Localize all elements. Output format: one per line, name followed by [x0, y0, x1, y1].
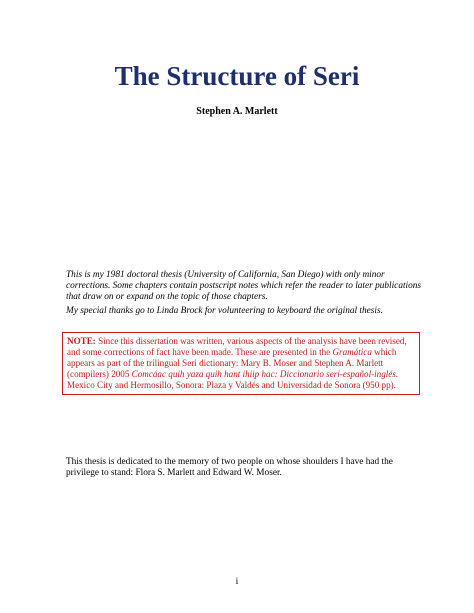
- thanks-paragraph: My special thanks go to Linda Brock for volunteering to keyboard the original thesis.: [66, 306, 383, 316]
- note-text-2: which appears as part of the trilingual Seri dictionary: Mary B. Moser and Stephen A. Marlett (compilers) 2005: [67, 347, 397, 379]
- dedication-paragraph: This thesis is dedicated to the memory of two people on whose shoulders I have had the privilege to stand: Flora S. Marlett and Edward W. Moser.: [66, 457, 393, 479]
- note-text-3: Mexico City and Hermosillo, Sonora: Plaza y Valdés and Universidad de Sonora (950 pp).: [67, 380, 396, 390]
- note-gramatica: Gramática: [332, 347, 372, 357]
- author-name: Stephen A. Marlett: [196, 106, 278, 117]
- note-label: NOTE:: [67, 336, 96, 346]
- note-dictionary-title: Comcáac quih yaza quih hant ihiip hac: Diccionario seri-español-inglés.: [131, 369, 399, 379]
- page-number: i: [235, 577, 239, 587]
- page-title: The Structure of Seri: [114, 61, 360, 91]
- note-box: [62, 332, 420, 395]
- note-text-1: Since this dissertation was written, various aspects of the analysis have been revised, and some corrections of fact have been made. These are presented in the: [67, 336, 407, 357]
- intro-paragraph: This is my 1981 doctoral thesis (University of California, San Diego) with only minor corrections. Some chapters contain postscript notes which refer the reader to later publications that draw on or expand on the topic of those chapters.: [66, 270, 422, 303]
